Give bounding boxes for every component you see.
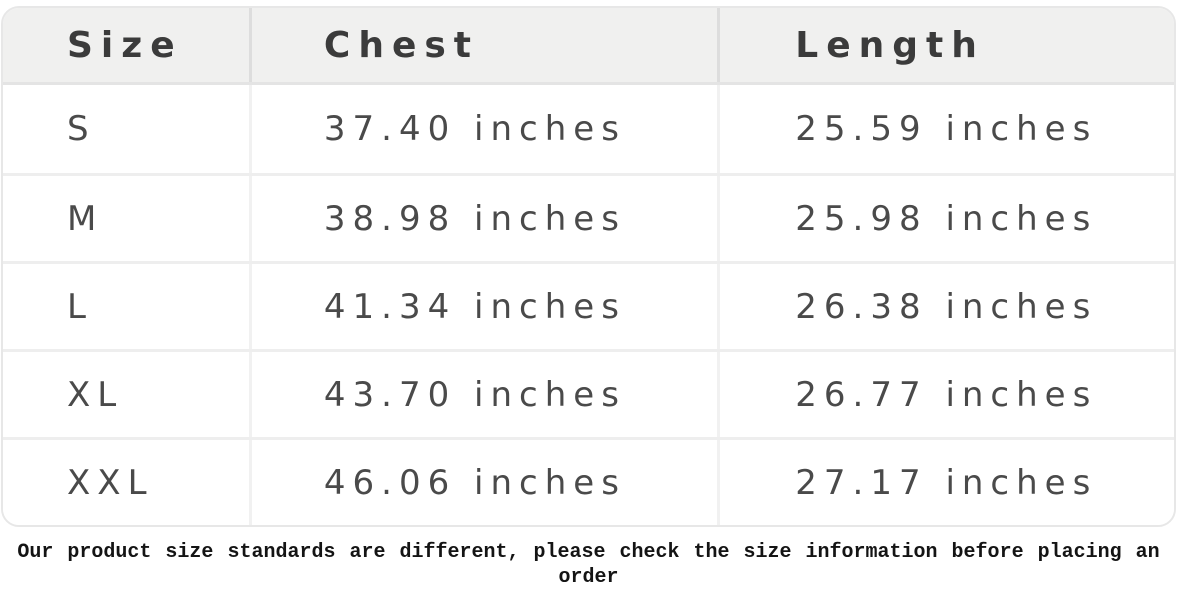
cell-size: M [67, 198, 104, 239]
cell-chest: 46.06 inches [249, 440, 717, 525]
cell-chest: 38.98 inches [249, 176, 717, 261]
column-header-chest: Chest [249, 8, 717, 82]
cell-size: XL [67, 374, 124, 415]
cell-chest: 43.70 inches [249, 352, 717, 437]
cell-chest: 37.40 inches [249, 85, 717, 173]
table-row-m [3, 173, 1174, 261]
cell-size: L [67, 286, 93, 327]
cell-length: 26.38 inches [717, 264, 1174, 349]
cell-length: 25.59 inches [717, 85, 1174, 173]
size-chart-table [1, 6, 1176, 527]
table-row-s [3, 85, 1174, 173]
cell-length: 26.77 inches [717, 352, 1174, 437]
table-row-l [3, 261, 1174, 349]
cell-length: 27.17 inches [717, 440, 1174, 525]
size-disclaimer-note: Our product size standards are different, please check the size information before placing an order [17, 541, 1160, 589]
column-header-size: Size [67, 24, 183, 66]
table-header-row [3, 8, 1174, 85]
cell-size: XXL [67, 462, 154, 503]
cell-size: S [67, 109, 96, 149]
cell-length: 25.98 inches [717, 176, 1174, 261]
column-header-length: Length [717, 8, 1174, 82]
table-row-xl [3, 349, 1174, 437]
cell-chest: 41.34 inches [249, 264, 717, 349]
table-row-xxl [3, 437, 1174, 525]
